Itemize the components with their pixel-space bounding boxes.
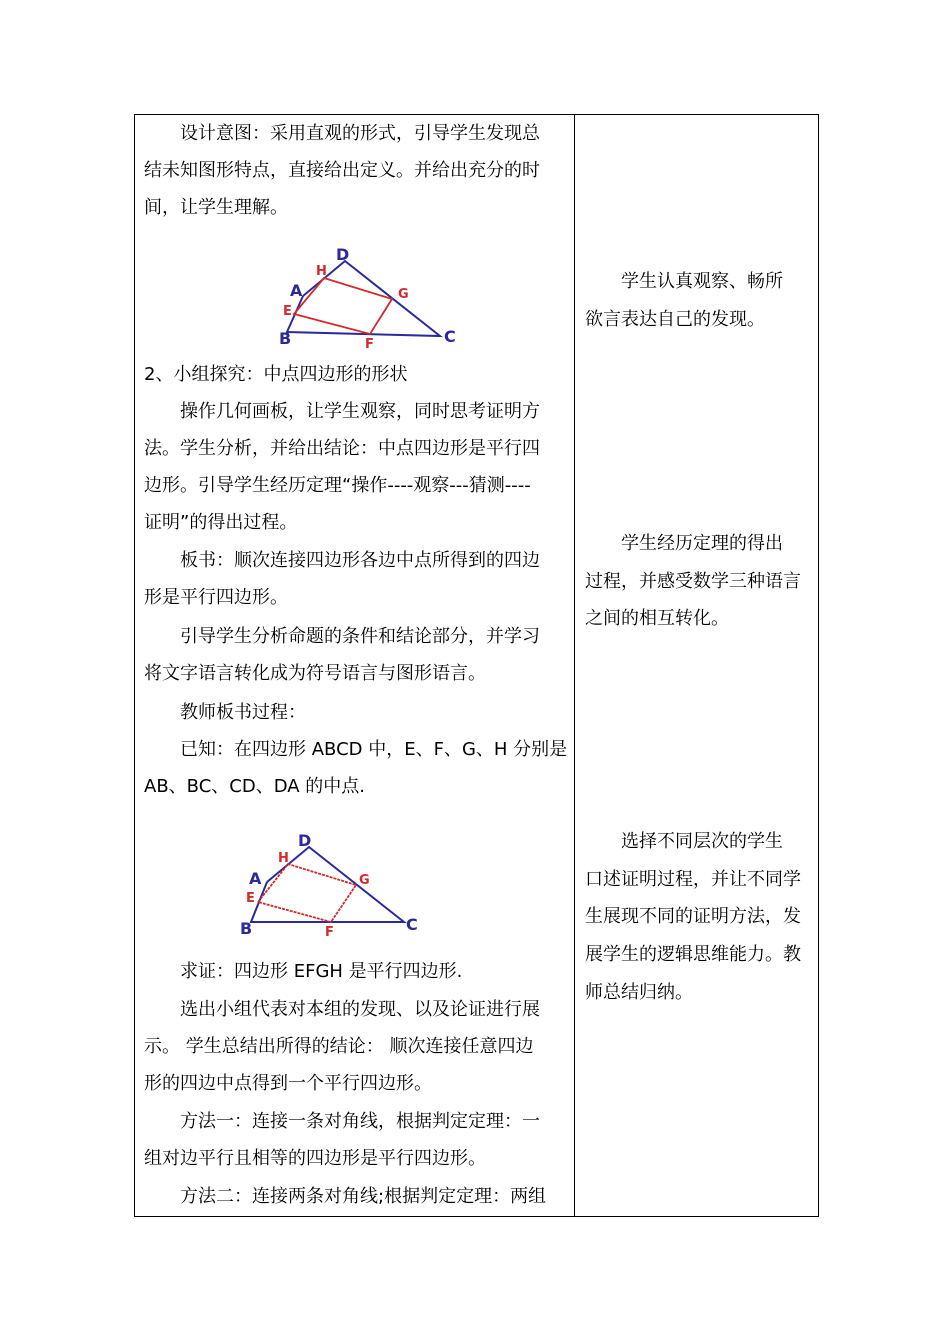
label-c: C bbox=[444, 327, 456, 346]
quadrilateral-figure-1 bbox=[270, 244, 470, 352]
label-f-2: F bbox=[325, 925, 334, 938]
label-e: E bbox=[283, 304, 292, 319]
theorem-line-2: 过程，并感受数学三种语言 bbox=[585, 571, 801, 592]
present-line-1: 选出小组代表对本组的发现、以及论证进行展 bbox=[180, 999, 540, 1020]
quadrilateral-figure-2 bbox=[234, 830, 434, 938]
design-intent-line-3: 间，让学生理解。 bbox=[144, 197, 288, 218]
design-intent-line-1: 设计意图：采用直观的形式，引导学生发现总 bbox=[180, 123, 540, 144]
known-line-1: 已知：在四边形 ABCD 中，E、F、G、H 分别是 bbox=[180, 739, 568, 760]
operate-line-3: 边形。引导学生经历定理“操作----观察---猜测---- bbox=[144, 475, 531, 496]
column-divider bbox=[574, 114, 575, 1217]
levels-line-1: 选择不同层次的学生 bbox=[621, 831, 783, 852]
label-c-2: C bbox=[406, 915, 418, 934]
quadrilateral-abcd-2 bbox=[251, 847, 404, 922]
operate-line-2: 法。学生分析，并给出结论：中点四边形是平行四 bbox=[144, 438, 540, 459]
method-2-line-1: 方法二：连接两条对角线;根据判定定理：两组 bbox=[180, 1186, 547, 1207]
label-b: B bbox=[279, 329, 292, 348]
operate-line-1: 操作几何画板，让学生观察，同时思考证明方 bbox=[180, 401, 540, 422]
label-b-2: B bbox=[240, 919, 253, 938]
prove-line: 求证：四边形 EFGH 是平行四边形. bbox=[180, 961, 463, 982]
blackboard-line-2: 形是平行四边形。 bbox=[144, 587, 288, 608]
label-d: D bbox=[336, 245, 350, 264]
observe-line-2: 欲言表达自己的发现。 bbox=[585, 309, 765, 330]
observe-line-1: 学生认真观察、畅所 bbox=[621, 271, 783, 292]
section-2-title: 2、小组探究：中点四边形的形状 bbox=[144, 364, 408, 385]
known-line-2: AB、BC、CD、DA 的中点. bbox=[144, 776, 365, 797]
method-1-line-2: 组对边平行且相等的四边形是平行四边形。 bbox=[144, 1148, 486, 1169]
label-a: A bbox=[290, 281, 303, 300]
levels-line-5: 师总结归纳。 bbox=[585, 982, 693, 1003]
design-intent-line-2: 结未知图形特点，直接给出定义。并给出充分的时 bbox=[144, 160, 540, 181]
present-line-3: 形的四边中点得到一个平行四边形。 bbox=[144, 1073, 432, 1094]
levels-line-2: 口述证明过程，并让不同学 bbox=[585, 869, 801, 890]
label-h: H bbox=[316, 264, 327, 279]
quadrilateral-abcd bbox=[287, 261, 440, 336]
present-line-2: 示。 学生总结出所得的结论： 顺次连接任意四边 bbox=[144, 1036, 534, 1057]
label-f: F bbox=[365, 337, 374, 352]
blackboard-line-1: 板书：顺次连接四边形各边中点所得到的四边 bbox=[180, 550, 540, 571]
levels-line-4: 展学生的逻辑思维能力。教 bbox=[585, 944, 801, 965]
label-d-2: D bbox=[298, 831, 312, 850]
teacher-process: 教师板书过程： bbox=[180, 702, 306, 723]
label-g-2: G bbox=[359, 873, 370, 888]
label-e-2: E bbox=[246, 891, 255, 906]
operate-line-4: 证明”的得出过程。 bbox=[144, 512, 298, 533]
label-g: G bbox=[398, 287, 409, 302]
method-1-line-1: 方法一：连接一条对角线，根据判定定理：一 bbox=[180, 1111, 540, 1132]
guide-line-1: 引导学生分析命题的条件和结论部分，并学习 bbox=[180, 626, 540, 647]
theorem-line-1: 学生经历定理的得出 bbox=[621, 533, 783, 554]
guide-line-2: 将文字语言转化成为符号语言与图形语言。 bbox=[144, 663, 486, 684]
label-h-2: H bbox=[278, 851, 289, 866]
levels-line-3: 生展现不同的证明方法，发 bbox=[585, 906, 801, 927]
label-a-2: A bbox=[249, 869, 262, 888]
theorem-line-3: 之间的相互转化。 bbox=[585, 608, 729, 629]
